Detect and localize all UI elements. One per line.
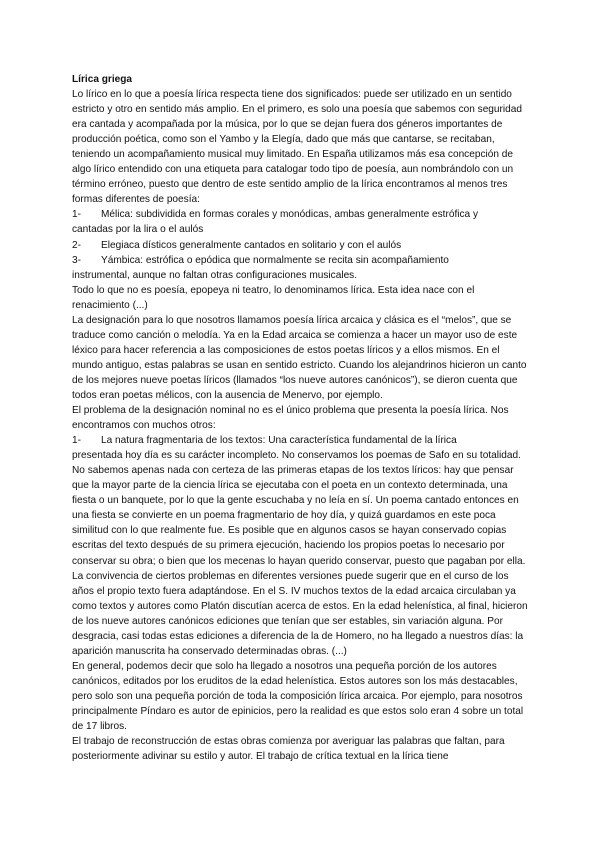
paragraph-reconstruction: El trabajo de reconstrucción de estas obras comienza por averiguar las palabras que faltan, para posteriormente adivinar su estilo y autor. El trabajo de crítica textual en la lírica tiene	[72, 736, 505, 763]
list-number: 1-	[72, 209, 81, 221]
paragraph-general: En general, podemos decir que solo ha llegado a nosotros una pequeña porción de los autores canónicos, editados por los eruditos de la edad helenística. Estos autores son los más destacables, pero solo son una pequeña porción de toda la composición lírica arcaica. Por ejemplo, para nosotros principalmente Píndaro es autor de epinicios, pero la realidad es que estos solo eran 4 sobre un total de 17 libros.	[72, 660, 524, 733]
list-item	[72, 238, 528, 253]
list-item	[72, 207, 528, 222]
list-continuation: cantadas por la lira o el aulós	[72, 224, 204, 236]
list-number: 2-	[72, 239, 81, 251]
paragraph-melos: La designación para lo que nosotros llamamos poesía lírica arcaica y clásica es el “melos”, que se traduce como canción o melodía. Ya en la Edad arcaica se comienza a hacer un mayor uso de este léxico para hacer referencia a las composiciones de estos poetas líricos y a ellos mismos. En el mundo antiguo, estas palabras se usan en sentido estricto. Cuando los alejandrinos hicieron un canto de los mejores nueve poetas líricos (llamados “los nueve autores canónicos”), se dieron cuenta que todos eran poetas mélicos, con la ausencia de Menervo, por ejemplo.	[72, 314, 527, 401]
paragraph-intro: Lo lírico en lo que a poesía lírica respecta tiene dos significados: puede ser utilizado en un sentido estricto y otro en sentido más amplio. En el primero, es solo una poesía que sabemos con seguridad era cantada y acompañada por la música, por lo que se dejan fuera dos géneros importantes de producción poética, como son el Yambo y la Elegía, dado que más que cantarse, se recitaban, teniendo un acompañamiento musical muy limitado. En España utilizamos más esa concepción de algo lírico entendido con una etiqueta para catalogar todo tipo de poesía, aun nombrándolo con un término erróneo, puesto que dentro de este sentido amplio de la lírica encontramos al menos tres formas diferentes de poesía:	[72, 89, 522, 206]
list-text: La natura fragmentaria de los textos: Una característica fundamental de la lírica	[101, 435, 457, 447]
list-continuation: instrumental, aunque no faltan otras configuraciones musicales.	[72, 269, 358, 281]
list-item	[72, 433, 528, 448]
list-problems	[72, 433, 528, 659]
paragraph-renaissance: Todo lo que no es poesía, epopeya ni teatro, lo denominamos lírica. Esta idea nace con el renacimiento (...)	[72, 284, 475, 311]
list-text: Yámbica: estrófica o epódica que normalmente se recita sin acompañamiento	[101, 254, 449, 266]
document-page	[72, 72, 528, 764]
list-number: 1-	[72, 435, 81, 447]
paragraph-problems: El problema de la designación nominal no es el único problema que presenta la poesía lírica. Nos encontramos con muchos otros:	[72, 405, 509, 432]
list-number: 3-	[72, 254, 81, 266]
list-continuation: presentada hoy día es su carácter incompleto. No conservamos los poemas de Safo en su totalidad. No sabemos apenas nada con certeza de las primeras etapas de los textos líricos: hay que pensar que la mayor parte de la ciencia lírica se ejecutaba con el poeta en un contexto determinada, una fiesta o un banquete, por lo que la gente escuchaba y no leía en sí. Un poema cantado entonces en una fiesta se convierte en un poema fragmentario de hoy día, y quizá guardamos en este poca similitud con lo que realmente fue. Es posible que en algunos casos se hayan conservado copias escritas del texto después de su primera ejecución, haciendo los propios poetas lo necesario por conservar su obra; o bien que los mecenas lo hayan querido conservar, puesto que pagaban por ella. La convivencia de ciertos problemas en diferentes versiones puede sugerir que en el curso de los años el propio texto fuera adaptándose. En el S. IV muchos textos de la edad arcaica circulaban ya como textos y autores como Platón discutían acerca de estos. En la edad helenística, al final, hicieron de los nueve autores canónicos ediciones que tenían que ser estables, sin variación alguna. Por desgracia, casi todas estas ediciones a diferencia de la de Homero, no ha llegado a nuestros días: la aparición manuscrita ha conservado determinadas obras. (...)	[72, 450, 528, 657]
list-text: Mélica: subdividida en formas corales y monódicas, ambas generalmente estrófica y	[101, 209, 479, 221]
document-title: Lírica griega	[72, 74, 133, 85]
list-item	[72, 253, 528, 268]
list-lyric-forms	[72, 207, 528, 282]
list-text: Elegiaca dísticos generalmente cantados en solitario y con el aulós	[101, 239, 402, 251]
